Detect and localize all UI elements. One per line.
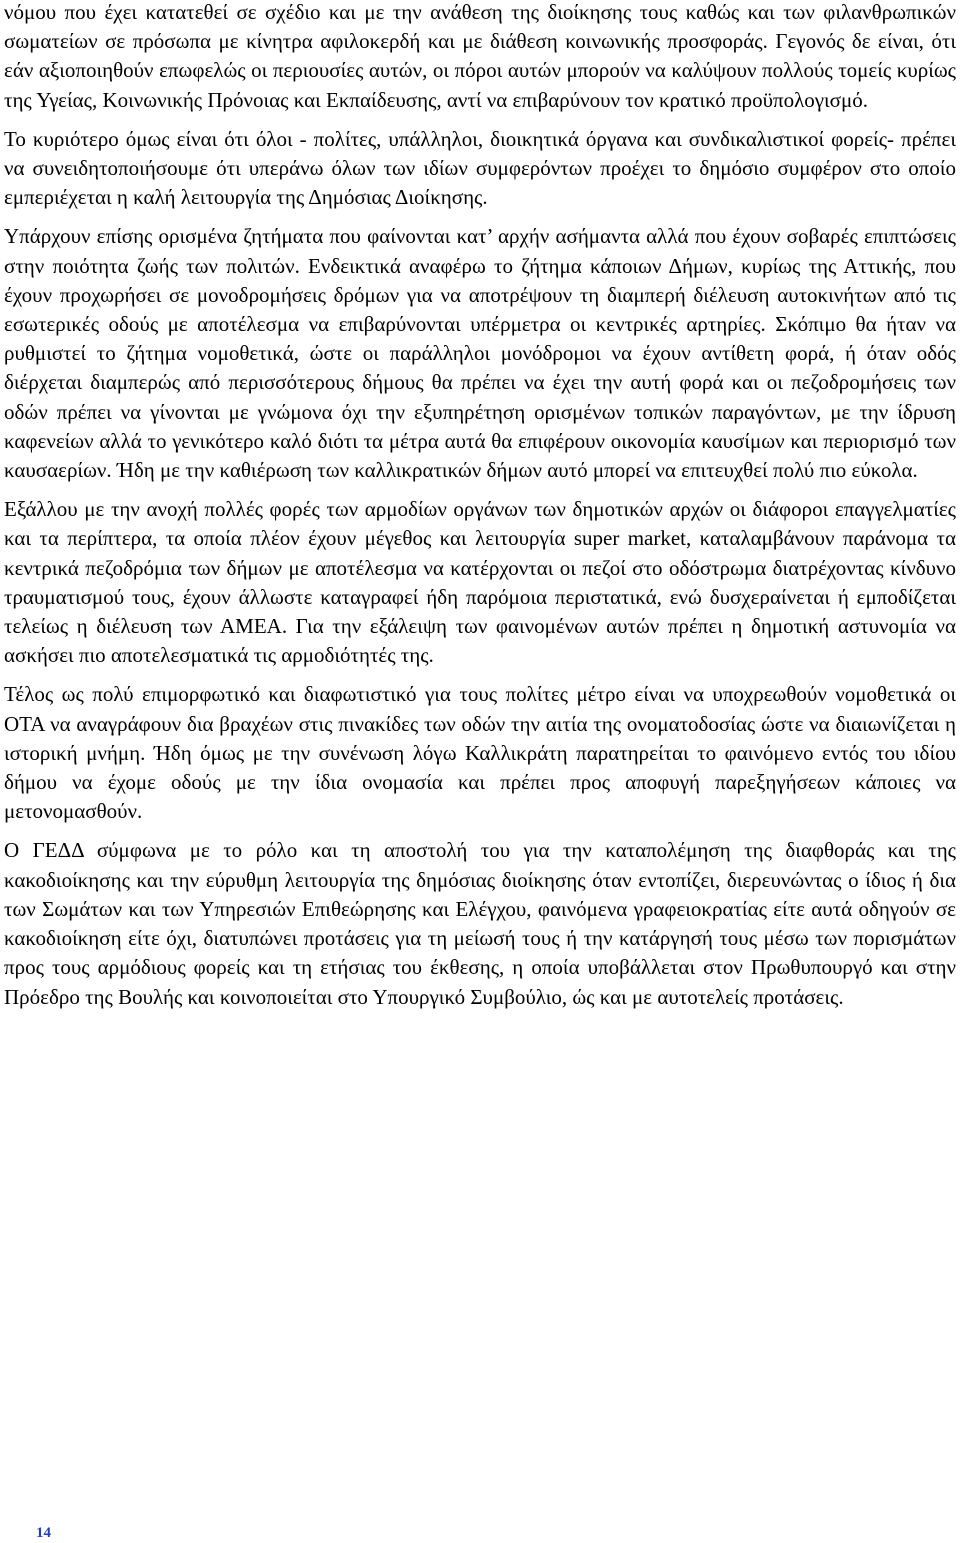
paragraph-2: Το κυριότερο όμως είναι ότι όλοι - πολίτες, υπάλληλοι, διοικητικά όργανα και συνδικαλιστικοί φορείς- πρέπει να συνειδητοποιήσουμε ότι υπεράνω όλων των ιδίων συμφερόντων προέχει το δημόσιο συμφέρον στο οποίο εμπεριέχεται η καλή λειτουργία της Δημόσιας Διοίκησης.	[4, 126, 956, 210]
paragraph-3: Υπάρχουν επίσης ορισμένα ζητήματα που φαίνονται κατ’ αρχήν ασήμαντα αλλά που έχουν σοβαρές επιπτώσεις στην ποιότητα ζωής των πολιτών. Ενδεικτικά αναφέρω το ζήτημα κάποιων Δήμων, κυρίως της Αττικής, που έχουν προχωρήσει σε μονοδρομήσεις δρόμων για να αποτρέψουν τη διαμπερή διέλευση αυτοκινήτων από τις εσωτερικές οδούς με αποτέλεσμα να επιβαρύνονται υπέρμετρα οι κεντρικές αρτηρίες. Σκόπιμο θα ήταν να ρυθμιστεί το ζήτημα νομοθετικά, ώστε οι παράλληλοι μονόδρομοι να έχουν αντίθετη φορά, ή όταν οδός διέρχεται διαμπερώς από περισσότερους δήμους θα πρέπει να έχει την αυτή φορά και οι πεζοδρομήσεις των οδών πρέπει να γίνονται με γνώμονα όχι την εξυπηρέτηση ορισμένων τοπικών παραγόντων, με την ίδρυση καφενείων αλλά το γενικότερο καλό διότι τα μέτρα αυτά θα επιφέρουν οικονομία καυσίμων και περιορισμό των καυσαερίων. Ήδη με την καθιέρωση των καλλικρατικών δήμων αυτό μπορεί να επιτευχθεί πολύ πιο εύκολα.	[4, 224, 956, 483]
paragraph-5: Τέλος ως πολύ επιμορφωτικό και διαφωτιστικό για τους πολίτες μέτρο είναι να υποχρεωθούν νομοθετικά οι ΟΤΑ να αναγράφουν δια βραχέων στις πινακίδες των οδών την αιτία της ονοματοδοσίας ώστε να διαιωνίζεται η ιστορική μνήμη. Ήδη όμως με την συνένωση λόγω Καλλικράτη παρατηρείται το φαινόμενο εντός του ιδίου δήμου να έχομε οδούς με την ίδια ονομασία και πρέπει προς αποφυγή παρεξηγήσεων κάποιες να μετονομασθούν.	[4, 682, 956, 824]
paragraph-6: Ο ΓΕΔΔ σύμφωνα με το ρόλο και τη αποστολή του για την καταπολέμηση της διαφθοράς και της κακοδιοίκησης και την εύρυθμη λειτουργία της δημόσιας διοίκησης όταν εντοπίζει, διερευνώντας ο ίδιος ή δια των Σωμάτων και των Υπηρεσιών Επιθεώρησης και Ελέγχου, φαινόμενα γραφειοκρατίας είτε αυτά οδηγούν σε κακοδιοίκηση είτε όχι, διατυπώνει προτάσεις για τη μείωσή τους ή την κατάργησή τους μέσω των πορισμάτων προς τους αρμόδιους φορείς και τη ετήσιας του έκθεσης, η οποία υποβάλλεται στον Πρωθυπουργό και στην Πρόεδρο της Βουλής και κοινοποιείται στο Υπουργικό Συμβούλιο, ώς και με αυτοτελείς προτάσεις.	[4, 838, 956, 1009]
paragraph-1: νόμου που έχει κατατεθεί σε σχέδιο και με την ανάθεση της διοίκησης τους καθώς και των φιλανθρωπικών σωματείων σε πρόσωπα με κίνητρα αφιλοκερδή και με διάθεση κοινωνικής προσφοράς. Γεγονός δε είναι, ότι εάν αξιοποιηθούν επωφελώς οι περιουσίες αυτών, οι πόροι αυτών μπορούν να καλύψουν πολλούς τομείς κυρίως της Υγείας, Κοινωνικής Πρόνοιας και Εκπαίδευσης, αντί να επιβαρύνουν τον κρατικό προϋπολογισμό.	[4, 0, 956, 112]
page-number: 14	[36, 1525, 51, 1541]
paragraph-4: Εξάλλου με την ανοχή πολλές φορές των αρμοδίων οργάνων των δημοτικών αρχών οι διάφοροι επαγγελματίες και τα περίπτερα, τα οποία πλέον έχουν μέγεθος και λειτουργία super market, καταλαμβάνουν παράνομα τα κεντρικά πεζοδρόμια των δήμων με αποτέλεσμα να κατέρχονται οι πεζοί στο οδόστρωμα διατρέχοντας κίνδυνο τραυματισμού τους, έχουν άλλωστε καταγραφεί ήδη παρόμοια περιστατικά, ενώ δυσχεραίνεται ή εμποδίζεται τελείως η διέλευση των ΑΜΕΑ. Για την εξάλειψη των φαινομένων αυτών πρέπει η δημοτική αστυνομία να ασκήσει πιο αποτελεσματικά τις αρμοδιότητές της.	[4, 497, 956, 668]
